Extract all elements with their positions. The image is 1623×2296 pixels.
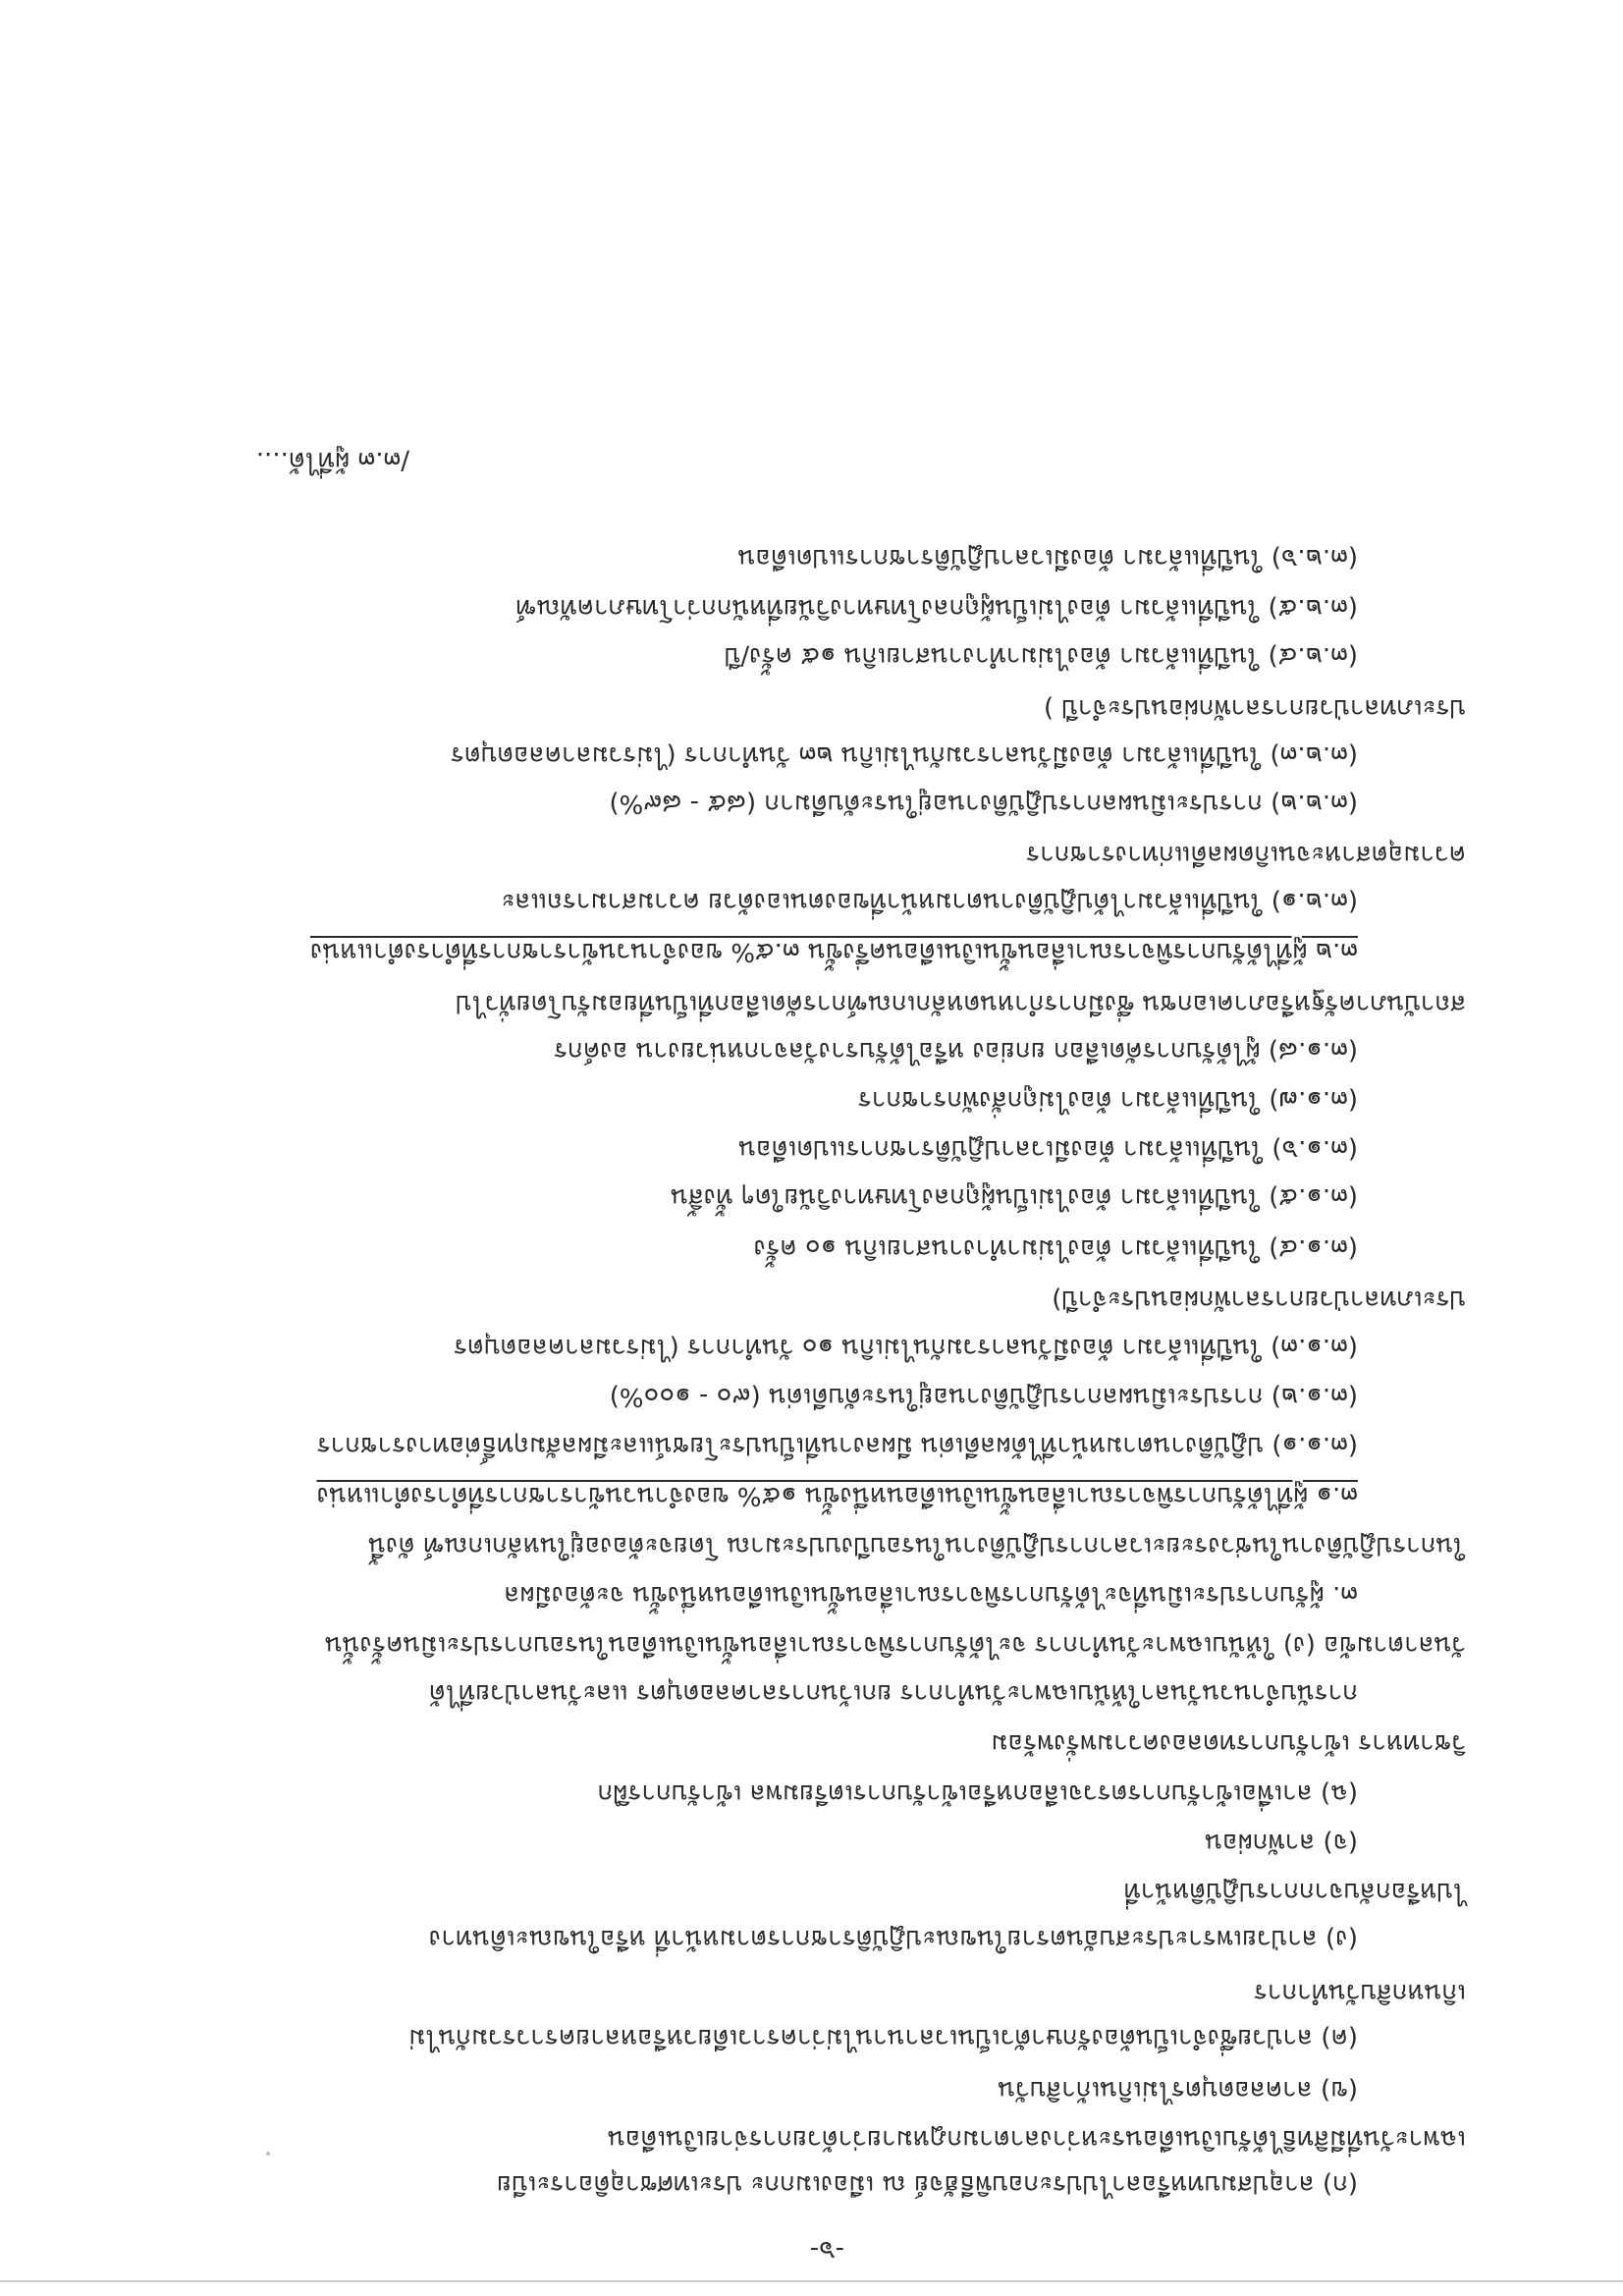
text-line: (ฉ) ลาเพื่อเข้ารับการตรวจเลือกหรือเข้ารับการเตรียมพล เข้ารับการฝึก <box>597 1778 1358 1808</box>
text-line: (จ) ลาพักผ่อน <box>1205 1828 1358 1857</box>
text-line: (๓.๒.๑) ในปีที่แล้วมาได้ปฏิบัติงานตามหน้าที่ของตนเองด้วย ความสามารถและ <box>501 887 1358 916</box>
text-line: (๓.๑.๑) ปฏิบัติงานตามหน้าที่ได้ผลดีเด่น มีผลงานที่เป็นประโยชน์และมีผลสัมฤทธิ์ต่อทางราชการ <box>316 1431 1358 1460</box>
text-line: (๓.๑.๘) ผู้ได้รับการคัดเลือก ยกย่อง หรือได้รับรางวัลจากหน่วยงาน องค์กร <box>554 1036 1358 1066</box>
text-line: (ก) ลาอุปสมบทหรือลาไปประกอบพิธีฮัจย์ ณ เมืองเมกกะ ประเทศซาอุดิอาระเบีย <box>496 2169 1358 2199</box>
text-line: ประเภทลาป่วยการลาพักผ่อนประจำปี) <box>1052 1285 1466 1314</box>
text-line: (๓.๑.๖) ในปีที่แล้วมา ต้องมีเวลาปฏิบัติราชการแปดเดือน <box>738 1134 1358 1164</box>
text-line: เกินหกสิบวันทำการ <box>1253 1978 1466 2007</box>
text-line: การนับจำนวนวันลาให้นับเฉพาะวันทำการ ยกเว้นการลาคลอดบุตร และวันลาป่วยที่ได้ <box>428 1678 1358 1708</box>
text-line: เฉพาะวันที่มีสิทธิได้รับเงินเดือนระหว่างลาตามกฎหมายว่าด้วยการจ่ายเงินเดือน <box>607 2124 1466 2154</box>
text-line: (๓.๑.๕) ในปีที่แล้วมา ต้องไม่เป็นผู้ถูกลงโทษทางวินัยใดๆ ทั้งสิ้น <box>671 1182 1358 1212</box>
text-line: ๓. ผู้รับการประเมินที่จะได้รับการพิจารณาเลื่อนขั้นเงินเดือนหนึ่งขั้น จะต้องมีผล <box>504 1580 1358 1610</box>
text-line: (๓.๒.๓) ในปีที่แล้วมา ต้องมีวันลารวมกันไม่เกิน ๒๓ วันทำการ (ไม่รวมลาคลอดบุตร <box>450 740 1358 770</box>
text-line: ในการปฏิบัติงานในช่วงระยะเวลาการปฏิบัติงานในรอบปีงบประมาณ โดยจะต้องอยู่ในหลักเกณฑ์ ดังนี้ <box>368 1531 1466 1560</box>
text-line: (ง) ลาป่วยเพราะประสบอันตรายในขณะปฏิบัติราชการตามหน้าที่ หรือในขณะเดินทาง <box>428 1924 1358 1953</box>
page-number: -๖- <box>809 2235 844 2265</box>
section-heading: ๓.๑ ผู้ที่ได้รับการพิจารณาเลื่อนขั้นเงินเดือนหนึ่งขั้น ๑๕% ของจำนวนข้าราชการที่ดำรงตำแหน่ง <box>316 1481 1358 1510</box>
text-line: (๓.๒.๒) การประเมินผลการปฏิบัติงานอยู่ในระดับดีมาก (๘๕ - ๘๙%) <box>609 789 1358 818</box>
text-line: วิชาทหาร เข้ารับการทดลองความพรั่งพร้อม <box>991 1728 1466 1758</box>
scan-speck <box>266 2152 270 2156</box>
text-line: (๓.๒.๕) ในปีที่แล้วมา ต้องไม่เป็นผู้ถูกลงโทษทางวินัยที่หนักกว่าโทษภาคทัณฑ์ <box>514 593 1358 623</box>
text-line: (ค) ลาป่วยซึ่งจำเป็นต้องรักษาตัวเป็นเวลานานไม่ว่าคราวเดียวหรือหลายคราวรวมกันไม่ <box>408 2023 1358 2052</box>
text-line: (ข) ลาคลอดบุตรไม่เกินเก้าสิบวัน <box>998 2075 1358 2105</box>
text-line: (๓.๑.๔) ในปีที่แล้วมา ต้องไม่มาทำงานสายเกิน ๑๐ ครั้ง <box>753 1233 1358 1263</box>
section-heading: ๓.๒ ผู้ที่ได้รับการพิจารณาเลื่อนขั้นเงินเดือนครึ่งขั้น ๓.๕% ของจำนวนข้าราชการที่ดำรงตำแหน่ง <box>309 937 1358 966</box>
text-line: วันลาตามข้อ (ง) ให้นับเฉพาะวันทำการ จะได้รับการพิจารณาเลื่อนขั้นเงินเดือนในรอบการประเมินครั้งนั้น <box>324 1630 1466 1660</box>
text-line: (๓.๒.๔) ในปีที่แล้วมา ต้องไม่มาทำงานสายเกิน ๑๕ ครั้ง/ปี <box>724 641 1358 671</box>
text-line: (๓.๒.๖) ในปีที่แล้วมา ต้องมีเวลาปฏิบัติราชการแปดเดือน <box>737 543 1358 573</box>
text-line: (๓.๑.๓) ในปีที่แล้วมา ต้องมีวันลารวมกันไม่เกิน ๑๐ วันทำการ (ไม่รวมลาคลอดบุตร <box>454 1333 1358 1362</box>
text-line: ความอุตสาหะจนเกิดผลดีแก่ทางราชการ <box>1026 840 1466 869</box>
scan-edge <box>0 2280 1623 2282</box>
text-line: สถาบันภาครัฐหรือภาคเอกชน ซึ่งมีการกำหนดหลักเกณฑ์การคัดเลือกที่เป็นที่ยอมรับโดยทั่วไป <box>456 989 1466 1018</box>
text-line: ประเภทลาป่วยการลาพักผ่อนประจำปี ) <box>1044 693 1466 723</box>
text-line: (๓.๑.๒) การประเมินผลการปฏิบัติงานอยู่ในระดับดีเด่น (๙๐ - ๑๐๐%) <box>609 1382 1358 1411</box>
continuation-marker: /๓.๓ ผู้ที่ได้.... <box>255 446 409 475</box>
text-line: (๓.๑.๗) ในปีที่แล้วมา ต้องไม่ถูกสั่งพักราชการ <box>857 1085 1358 1115</box>
text-line: ไปหรือกลับจากการปฏิบัติหน้าที่ <box>1123 1877 1466 1906</box>
